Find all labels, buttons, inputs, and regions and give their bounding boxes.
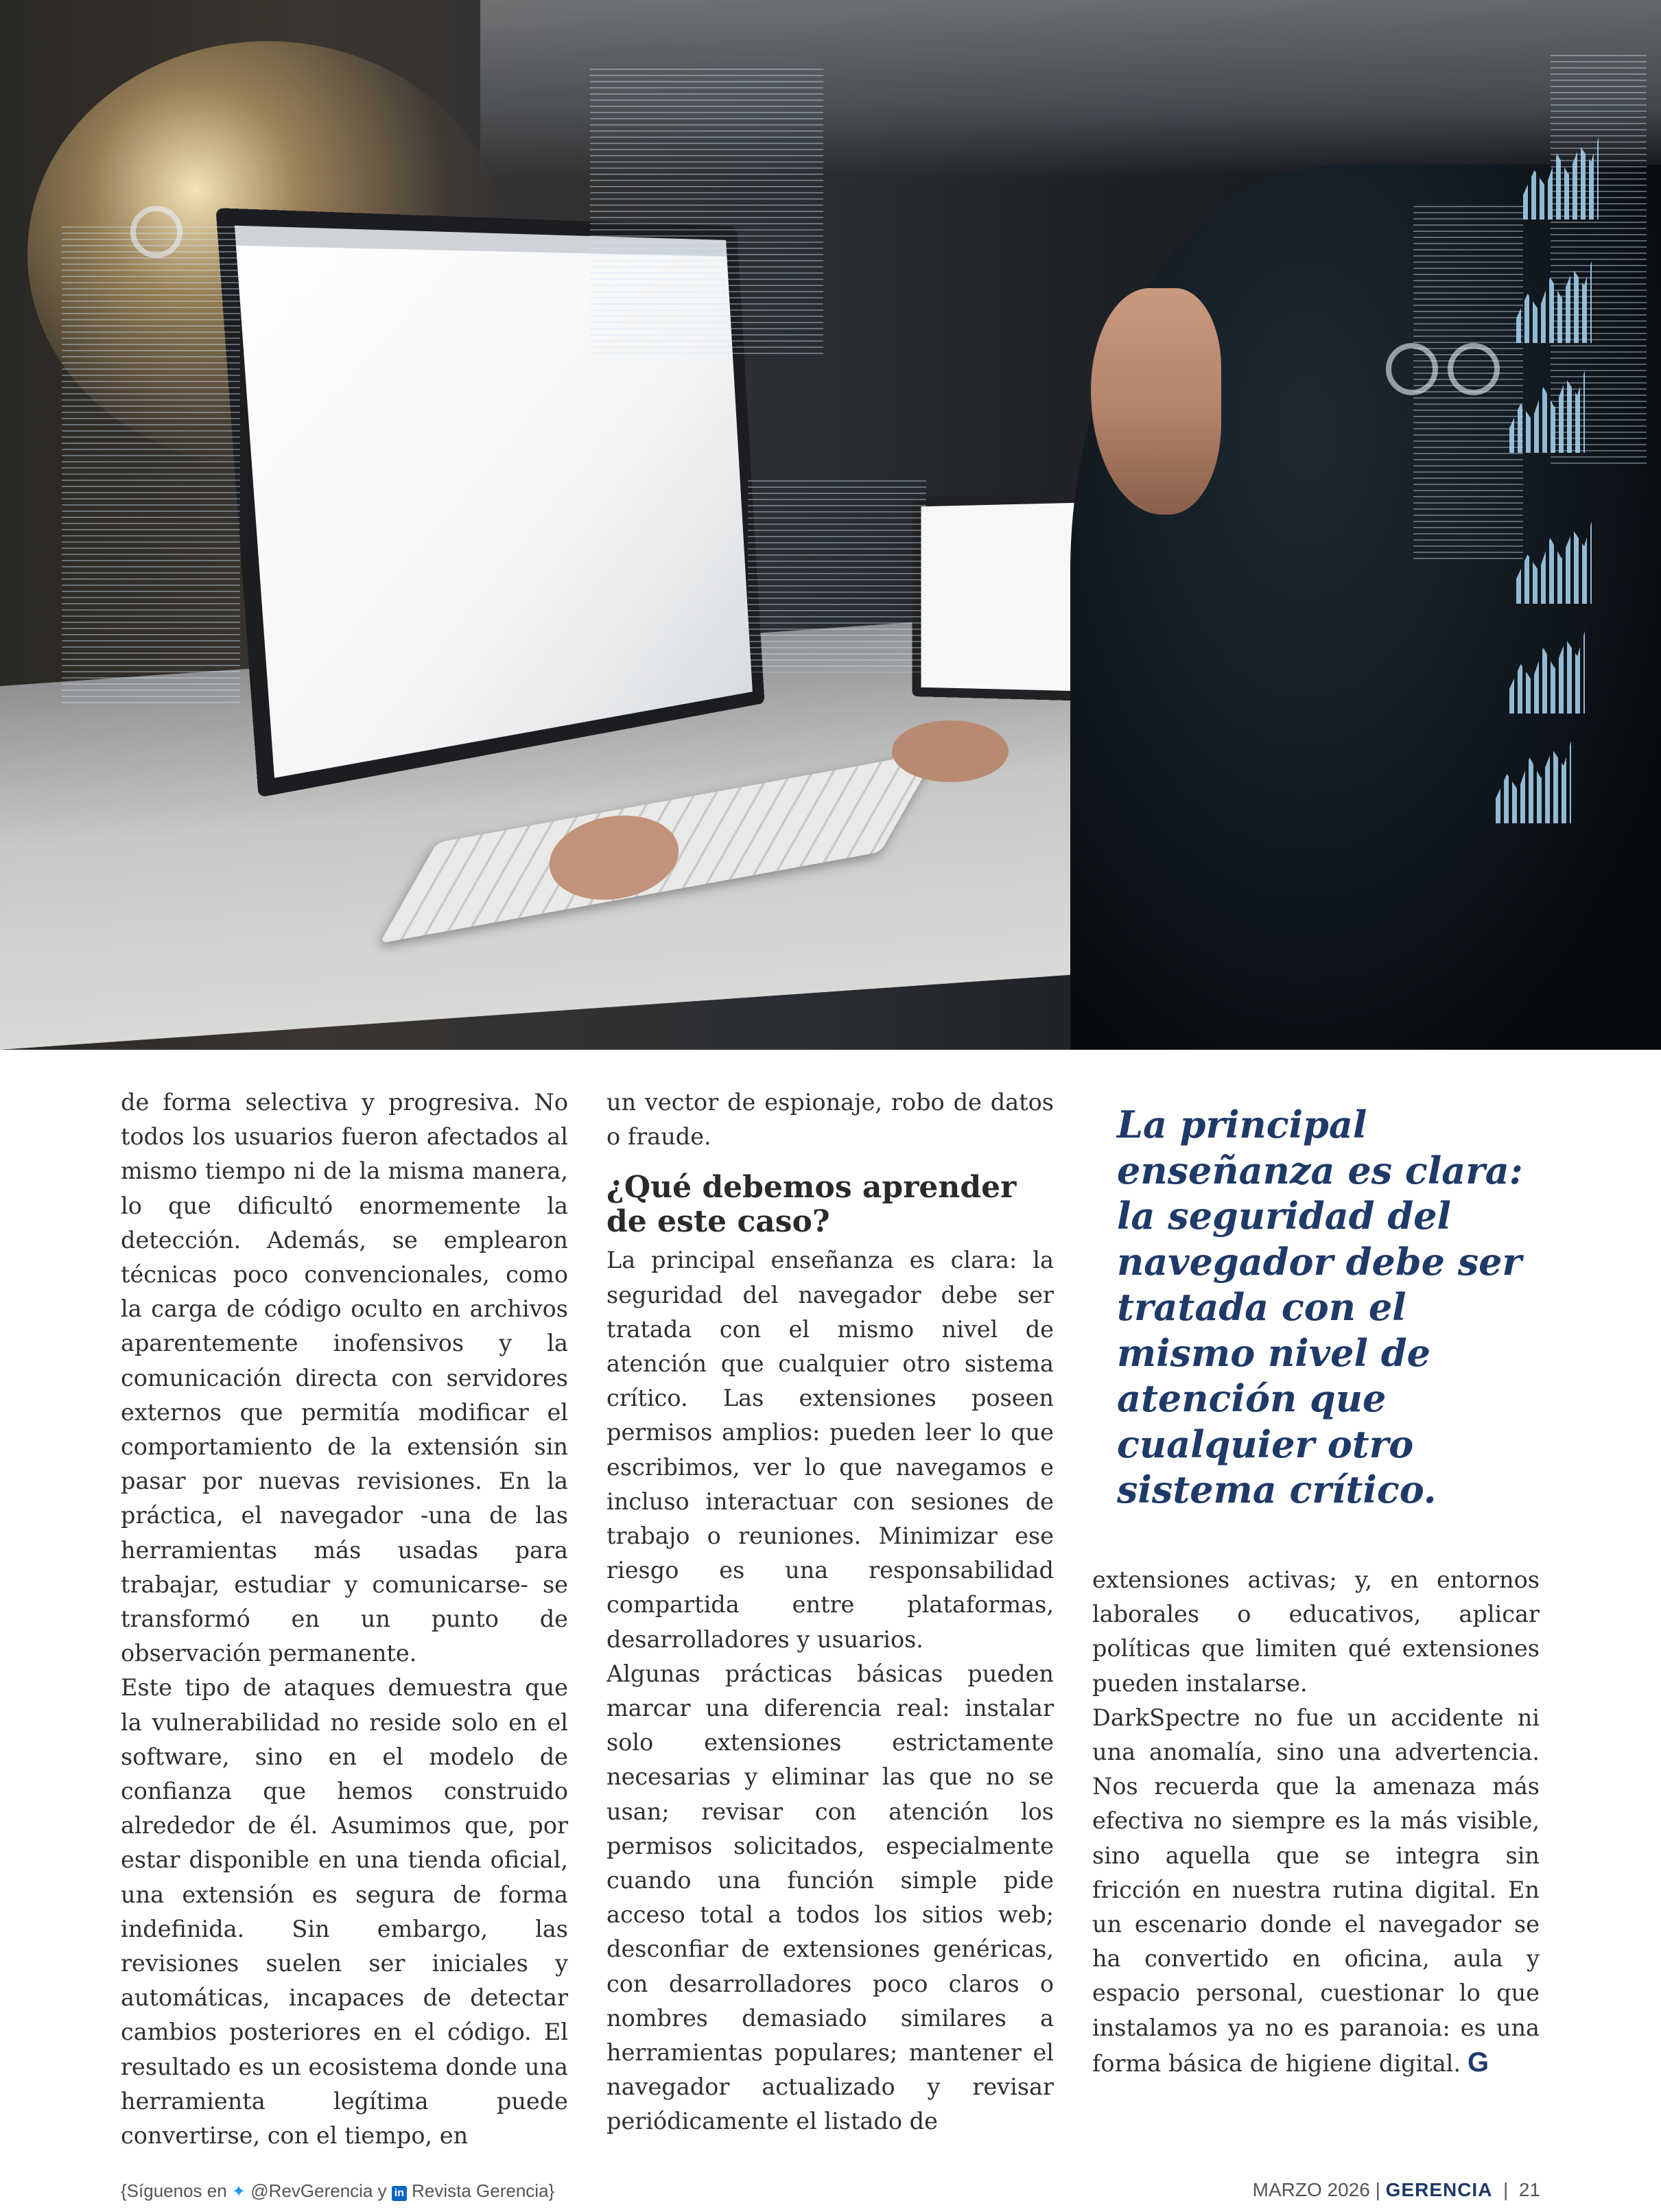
- hud-code-overlay: [590, 69, 823, 357]
- page-folio: [1253, 2179, 1540, 2201]
- hud-code-overlay: [62, 226, 240, 707]
- separator: |: [1375, 2179, 1380, 2200]
- linkedin-name[interactable]: Revista Gerencia}: [412, 2180, 555, 2201]
- separator: |: [1503, 2179, 1509, 2200]
- article-column-1: [121, 1085, 568, 2153]
- magazine-brand: GERENCIA: [1385, 2179, 1493, 2200]
- paragraph: extensiones activas; y, en entornos laborales o educativos, aplicar políticas que limiten qué extensiones pueden instalarse.: [1092, 1566, 1540, 1697]
- issue-date: MARZO 2026: [1252, 2179, 1370, 2200]
- pull-quote: La principal enseñanza es clara: la seguridad del navegador debe ser tratada con el mismo nivel de atención que cualquier otro sistema crítico.: [1117, 1103, 1523, 1511]
- paragraph: un vector de espionaje, robo de datos o fraude.: [606, 1089, 1054, 1151]
- hero-photo: [0, 0, 1661, 1050]
- right-hand: [892, 720, 1009, 782]
- section-heading: ¿Qué debemos aprender de este caso?: [606, 1170, 1017, 1240]
- article-column-3: [1092, 1563, 1540, 2081]
- paragraph-text: DarkSpectre no fue un accidente ni una anomalía, sino una advertencia. Nos recuerda que la amenaza más efectiva no siempre es la más visible, sino aquella que se integra sin fricción en nuestra rutina digital. En un escenario donde el navegador se ha convertido en oficina, aula y espacio personal, cuestionar lo que instalamos ya no es paranoia: es una forma básica de higiene digital.: [1092, 1704, 1540, 2077]
- paragraph: [1092, 1701, 1540, 2081]
- linkedin-icon[interactable]: in: [392, 2186, 407, 2201]
- hud-code-overlay: [748, 480, 926, 672]
- hud-ring-icon: [130, 206, 182, 258]
- paragraph: Este tipo de ataques demuestra que la vulnerabilidad no reside solo en el software, sino en el modelo de confianza que hemos construido alrededor de él. Asumimos que, por estar disponible en una tienda oficial, una extensión es segura de forma indefinida. Sin embargo, las revisiones suelen ser iniciales y automáticas, incapaces de detectar cambios posteriores en el código. El resultado es un ecosistema donde una herramienta legítima puede convertirse, con el tiempo, en: [121, 1674, 568, 2150]
- end-mark-icon: G: [1468, 2047, 1489, 2078]
- paragraph: La principal enseñanza es clara: la seguridad del navegador debe ser tratada con el mismo nivel de atención que cualquier otro sistema crítico. Las extensiones poseen permisos amplios: pueden leer lo que escribimos, ver lo que navegamos e incluso interactuar con sesiones de trabajo o reuniones. Minimizar ese riesgo es una responsabilidad compartida entre plataformas, desarrolladores y usuarios.: [606, 1247, 1054, 1653]
- paragraph: Algunas prácticas básicas pueden marcar una diferencia real: instalar solo extensiones estrictamente necesarias y eliminar las que no se usan; revisar con atención los permisos solicitados, especialmente cuando una función simple pide acceso total a todos los sitios web; desconfiar de extensiones genéricas, con desarrolladores poco claros o nombres demasiado similares a herramientas populares; mantener el navegador actualizado y revisar periódicamente el listado de: [606, 1660, 1054, 2135]
- hud-ring-icon: [1386, 343, 1438, 395]
- follow-prefix: {Síguenos en: [121, 2180, 227, 2201]
- twitter-bird-icon[interactable]: ✦: [231, 2182, 246, 2201]
- paragraph: de forma selectiva y progresiva. No todos los usuarios fueron afectados al mismo tiempo ni de la misma manera, lo que dificultó enormemente la detección. Además, se emplearon técnicas poco convencionales, como la carga de código oculto en archivos aparentemente inofensivos y la comunicación directa con servidores externos que permitía modificar el comportamiento de la extensión sin pasar por nuevas revisiones. En la práctica, el navegador -una de las herramientas más usadas para trabajar, estudiar y comunicarse- se transformó en un punto de observación permanente.: [121, 1089, 568, 1667]
- page-number: 21: [1518, 2179, 1540, 2200]
- social-follow-line: [121, 2180, 554, 2202]
- article-column-2: [606, 1085, 1054, 2139]
- hud-ring-icon: [1448, 343, 1500, 395]
- twitter-handle[interactable]: @RevGerencia: [250, 2180, 373, 2201]
- connector: y: [377, 2180, 387, 2201]
